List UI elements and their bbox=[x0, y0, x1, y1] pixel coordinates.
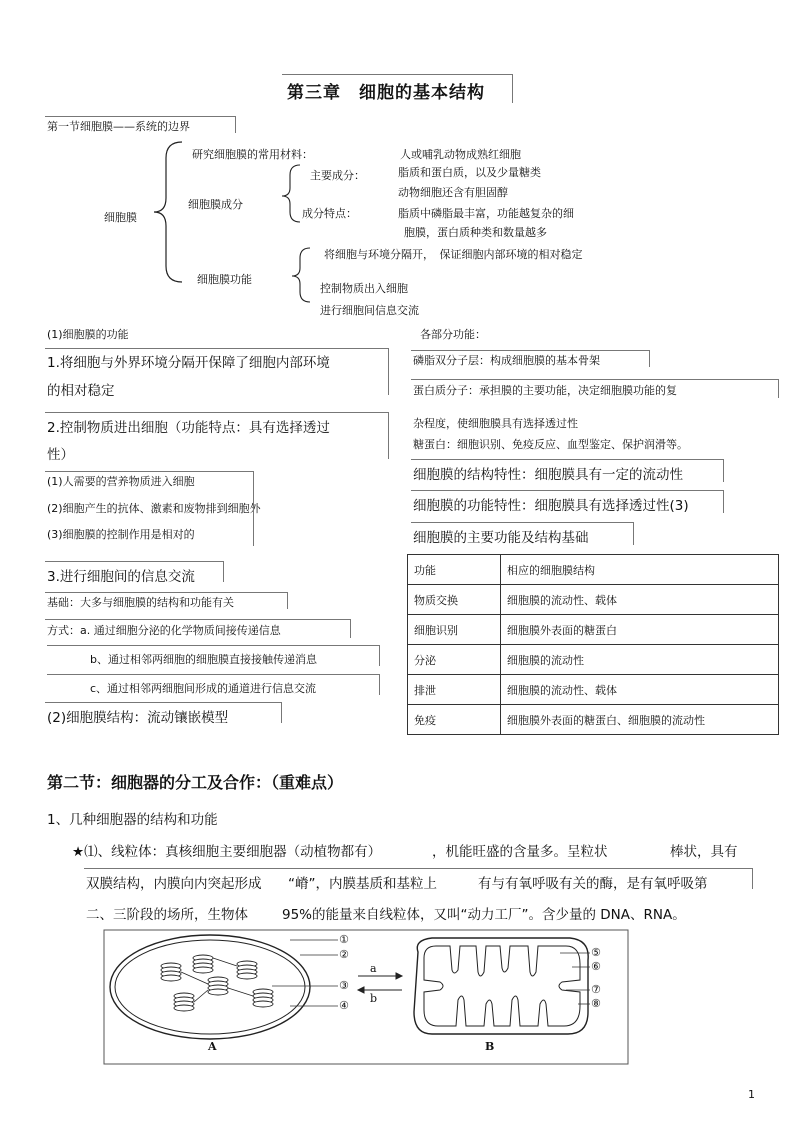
struct-prop: 细胞膜的结构特性：细胞膜具有一定的流动性 bbox=[413, 467, 683, 483]
para-line2a: 双膜结构，内膜向内突起形成 bbox=[86, 876, 262, 892]
tree-main-value-2: 动物细胞还含有胆固醇 bbox=[398, 186, 508, 199]
tree-main-label: 主要成分： bbox=[310, 169, 365, 182]
table-cell: 细胞膜外表面的糖蛋白 bbox=[501, 615, 779, 645]
basis: 基础：大多与细胞膜的结构和功能有关 bbox=[47, 596, 234, 609]
tree-material-value: 人或哺乳动物成熟红细胞 bbox=[400, 148, 521, 161]
table-title: 细胞膜的主要功能及结构基础 bbox=[413, 530, 589, 546]
tree-function-2: 控制物质出入细胞 bbox=[320, 282, 408, 295]
table-cell: 相应的细胞膜结构 bbox=[501, 555, 779, 585]
tree-composition: 细胞膜成分 bbox=[188, 198, 243, 211]
section1-title: 第一节细胞膜——系统的边界 bbox=[47, 120, 190, 133]
marker-6: ⑥ bbox=[591, 960, 601, 973]
tree-feature-value-1: 脂质中磷脂最丰富，功能越复杂的细 bbox=[398, 207, 574, 220]
func-2-item-2: (2)细胞产生的抗体、激素和废物排到细胞外 bbox=[47, 502, 261, 515]
part-2a: 蛋白质分子：承担膜的主要功能，决定细胞膜功能的复 bbox=[413, 384, 677, 397]
table-cell: 细胞膜的流动性、载体 bbox=[501, 585, 779, 615]
mode-c: c、通过相邻两细胞间形成的通道进行信息交流 bbox=[90, 682, 317, 695]
marker-8: ⑧ bbox=[591, 997, 601, 1010]
disc-stack bbox=[208, 977, 228, 995]
table-cell: 免疫 bbox=[408, 705, 501, 735]
func-2-item-3: (3)细胞膜的控制作用是相对的 bbox=[47, 528, 195, 541]
tree-material-label: 研究细胞膜的常用材料： bbox=[192, 148, 313, 161]
table-cell: 分泌 bbox=[408, 645, 501, 675]
para-line1c: 棒状，具有 bbox=[670, 844, 738, 860]
part-2b: 杂程度，使细胞膜具有选择透过性 bbox=[413, 417, 578, 430]
arrow-label-b: b bbox=[370, 992, 378, 1005]
structure: (2)细胞膜结构：流动镶嵌模型 bbox=[47, 710, 229, 726]
func-2b: 性） bbox=[47, 447, 74, 463]
disc-stack bbox=[161, 963, 181, 981]
func-1a: 1.将细胞与外界环境分隔开保障了细胞内部环境 bbox=[47, 355, 330, 371]
mode-b: b、通过相邻两细胞的细胞膜直接接触传递消息 bbox=[90, 653, 317, 666]
table-cell: 物质交换 bbox=[408, 585, 501, 615]
func-3: 3.进行细胞间的信息交流 bbox=[47, 569, 195, 585]
func-head: (1)细胞膜的功能 bbox=[47, 328, 129, 341]
table-cell: 功能 bbox=[408, 555, 501, 585]
mode-a: 方式：a. 通过细胞分泌的化学物质间接传递信息 bbox=[47, 624, 281, 637]
mito-b-inner bbox=[424, 946, 580, 1026]
marker-3: ③ bbox=[339, 979, 349, 992]
func-1b: 的相对稳定 bbox=[47, 383, 115, 399]
figure-label-a: A bbox=[208, 1040, 217, 1053]
part-1: 磷脂双分子层：构成细胞膜的基本骨架 bbox=[413, 354, 600, 367]
marker-5: ⑤ bbox=[591, 946, 601, 959]
para-line3a: 二、三阶段的场所，生物体 bbox=[86, 907, 248, 923]
marker-7: ⑦ bbox=[591, 983, 601, 996]
figure-label-b: B bbox=[485, 1040, 495, 1053]
marker-2: ② bbox=[339, 948, 349, 961]
func-2-item-1: (1)人需要的营养物质进入细胞 bbox=[47, 475, 195, 488]
tree-function-1: 将细胞与环境分隔开， 保证细胞内部环境的相对稳定 bbox=[324, 248, 583, 261]
table-cell: 细胞识别 bbox=[408, 615, 501, 645]
table-cell: 细胞膜外表面的糖蛋白、细胞膜的流动性 bbox=[501, 705, 779, 735]
para-line2c: 有与有氧呼吸有关的酶，是有氧呼吸第 bbox=[478, 876, 708, 892]
marker-4: ④ bbox=[339, 999, 349, 1012]
page-number: 1 bbox=[748, 1088, 755, 1101]
disc-stack bbox=[253, 989, 273, 1007]
page-title: 第三章 细胞的基本结构 bbox=[287, 83, 485, 103]
para-line1b: ，机能旺盛的含量多。呈粒状 bbox=[432, 844, 608, 860]
marker-1: ① bbox=[339, 933, 349, 946]
func-prop: 细胞膜的功能特性：细胞膜具有选择透过性(3) bbox=[413, 498, 689, 514]
mito-b-outer bbox=[414, 938, 588, 1034]
section2-title: 第二节：细胞器的分工及合作：（重难点） bbox=[47, 773, 344, 792]
para-line2b: “嵴”，内膜基质和基粒上 bbox=[288, 876, 437, 892]
tree-main-value-1: 脂质和蛋白质，以及少量糖类 bbox=[398, 166, 541, 179]
tree-function: 细胞膜功能 bbox=[197, 273, 252, 286]
arrow-label-a: a bbox=[370, 962, 377, 975]
parts-head: 各部分功能： bbox=[420, 328, 486, 341]
func-2a: 2.控制物质进出细胞（功能特点：具有选择透过 bbox=[47, 420, 330, 436]
para-line3b: 95%的能量来自线粒体，又叫“动力工厂”。含少量的 DNA、RNA。 bbox=[282, 907, 686, 923]
part-3: 糖蛋白：细胞识别、免疫反应、血型鉴定、保护润滑等。 bbox=[413, 438, 688, 451]
table-cell: 排泄 bbox=[408, 675, 501, 705]
disc-stack bbox=[193, 955, 213, 973]
disc-stack bbox=[174, 993, 194, 1011]
tree-function-3: 进行细胞间信息交流 bbox=[320, 304, 419, 317]
tree-root: 细胞膜 bbox=[104, 211, 137, 224]
table-cell: 细胞膜的流动性 bbox=[501, 645, 779, 675]
tree-feature-value-2: 胞膜，蛋白质种类和数量越多 bbox=[404, 226, 547, 239]
table-cell: 细胞膜的流动性、载体 bbox=[501, 675, 779, 705]
sub1: 1、几种细胞器的结构和功能 bbox=[47, 812, 218, 828]
tree-feature-label: 成分特点： bbox=[302, 207, 357, 220]
disc-stack bbox=[237, 961, 257, 979]
para-line1a: ★⑴、线粒体：真核细胞主要细胞器（动植物都有） bbox=[72, 844, 382, 860]
